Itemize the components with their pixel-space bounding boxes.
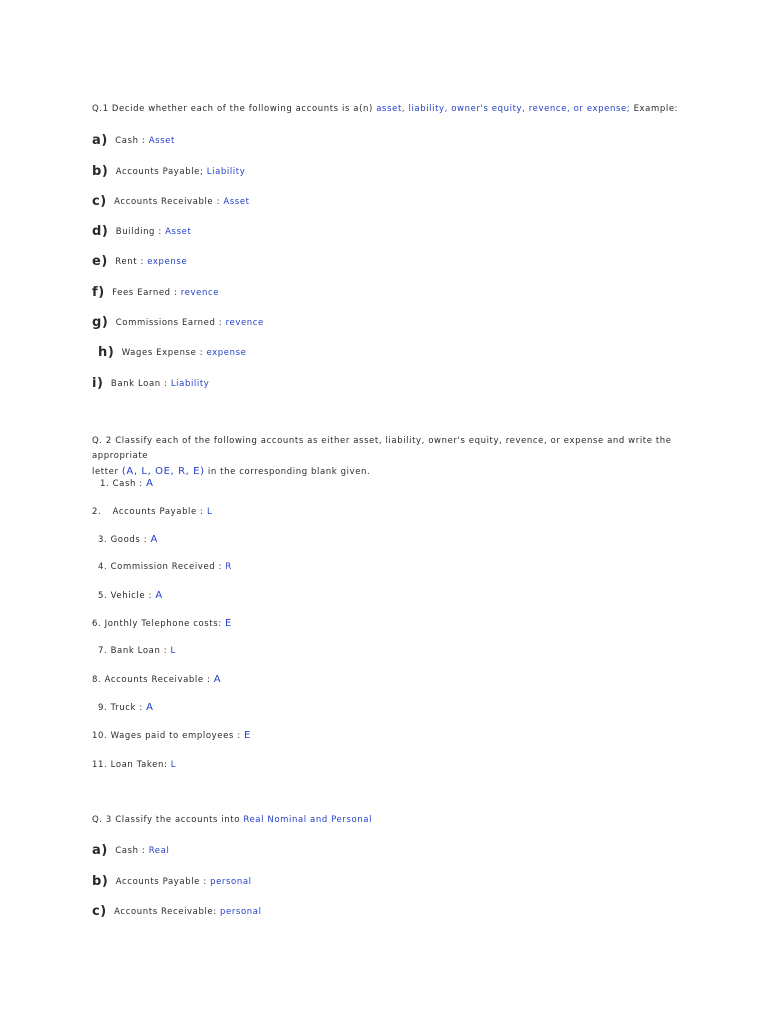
q3-heading	[92, 815, 372, 825]
item-answer: L	[170, 760, 177, 770]
item-number: 11.	[92, 760, 108, 770]
q2-text-prefix: letter	[92, 467, 119, 477]
item-account: Cash :	[115, 846, 146, 856]
q2-text-suffix: in the corresponding blank given.	[207, 467, 371, 477]
q2-item	[92, 618, 232, 629]
item-number: 1.	[100, 479, 110, 489]
q2-item	[98, 590, 163, 601]
item-account: Vehicle :	[110, 591, 152, 601]
q1-item	[92, 194, 250, 209]
item-answer: R	[225, 562, 232, 572]
q2-text-line1: Q. 2 Classify each of the following accounts as either asset, liability, owner's equity, revence, or expense and write the appropriate	[92, 436, 672, 461]
item-account: Goods :	[110, 535, 148, 545]
item-answer: A	[150, 534, 158, 545]
item-account: Commissions Earned :	[115, 318, 223, 328]
q3-prefix: Q. 3 Classify the accounts into	[92, 815, 241, 825]
q3-item	[92, 843, 169, 858]
item-answer: A	[155, 590, 163, 601]
q2-item	[98, 562, 232, 572]
item-account: Fees Earned :	[112, 288, 178, 298]
q2-item	[92, 674, 221, 685]
item-label: h)	[98, 345, 115, 360]
item-account: Building :	[115, 227, 162, 237]
item-account: Loan Taken:	[110, 760, 168, 770]
item-label: c)	[92, 904, 107, 919]
q1-options: asset, liability, owner's equity, revence, or expense;	[376, 104, 631, 114]
item-label: b)	[92, 164, 109, 179]
item-account: Accounts Payable :	[115, 877, 207, 887]
item-number: 6.	[92, 619, 102, 629]
q2-item	[98, 646, 176, 656]
item-number: 3.	[98, 535, 108, 545]
q2-item	[98, 534, 158, 545]
item-account: Wages paid to employees :	[110, 731, 241, 741]
item-label: c)	[92, 194, 107, 209]
item-answer: Liability	[206, 167, 246, 177]
q1-item	[92, 254, 187, 269]
item-account: Bank Loan :	[110, 379, 168, 389]
q3-item	[92, 904, 262, 919]
item-answer: Asset	[148, 136, 175, 146]
item-answer: personal	[220, 907, 262, 917]
q2-item	[92, 760, 176, 770]
q1-item	[92, 315, 264, 330]
item-label: f)	[92, 285, 105, 300]
item-answer: A	[146, 702, 154, 713]
item-label: g)	[92, 315, 109, 330]
q1-item	[98, 345, 246, 360]
q3-item	[92, 874, 252, 889]
item-answer: Liability	[170, 379, 210, 389]
item-label: d)	[92, 224, 109, 239]
item-account: Cash :	[112, 479, 143, 489]
q1-item	[92, 133, 175, 148]
item-answer: Asset	[165, 227, 192, 237]
item-number: 8.	[92, 675, 102, 685]
q2-item	[100, 478, 154, 489]
item-account: Commission Received :	[110, 562, 223, 572]
item-account: Bank Loan :	[110, 646, 168, 656]
item-answer: A	[213, 674, 222, 685]
item-answer: Asset	[223, 197, 250, 207]
item-answer: L	[206, 507, 213, 517]
item-number: 10.	[92, 731, 108, 741]
item-answer: personal	[210, 877, 252, 887]
item-account: Accounts Payable :	[112, 507, 204, 517]
item-answer: Real	[148, 846, 170, 856]
item-account: Jonthly Telephone costs:	[104, 619, 222, 629]
item-account: Truck :	[110, 703, 143, 713]
q1-suffix: Example:	[633, 104, 679, 114]
item-account: Accounts Receivable :	[114, 197, 221, 207]
item-account: Wages Expense :	[121, 348, 204, 358]
item-answer: expense	[147, 257, 188, 267]
q1-item	[92, 376, 209, 391]
item-number: 9.	[98, 703, 108, 713]
item-label: a)	[92, 843, 108, 858]
item-number: 5.	[98, 591, 108, 601]
item-number: 7.	[98, 646, 108, 656]
item-label: a)	[92, 133, 108, 148]
q1-item	[92, 285, 219, 300]
item-number: 4.	[98, 562, 108, 572]
item-account: Accounts Receivable :	[104, 675, 211, 685]
q2-heading	[92, 434, 682, 480]
item-answer: E	[225, 618, 232, 629]
item-answer: A	[146, 478, 154, 489]
q1-heading	[92, 104, 678, 114]
q2-item	[98, 702, 154, 713]
item-number: 2.	[92, 507, 102, 517]
item-label: b)	[92, 874, 109, 889]
item-account: Accounts Receivable:	[114, 907, 217, 917]
q1-item	[92, 164, 245, 179]
item-account: Rent :	[115, 257, 144, 267]
q1-prefix: Q.1 Decide whether each of the following accounts is a(n)	[92, 104, 373, 114]
item-answer: revence	[180, 288, 220, 298]
q1-item	[92, 224, 191, 239]
item-label: i)	[92, 376, 104, 391]
item-answer: E	[244, 730, 251, 741]
q2-item	[92, 507, 212, 517]
q2-letters: (A, L, OE, R, E)	[121, 466, 205, 477]
item-account: Cash :	[115, 136, 146, 146]
q2-item	[92, 730, 251, 741]
item-answer: revence	[225, 318, 264, 328]
item-account: Accounts Payable;	[115, 167, 204, 177]
q3-options: Real Nominal and Personal	[243, 815, 373, 825]
item-answer: L	[170, 646, 176, 656]
item-label: e)	[92, 254, 108, 269]
item-answer: expense	[206, 348, 247, 358]
